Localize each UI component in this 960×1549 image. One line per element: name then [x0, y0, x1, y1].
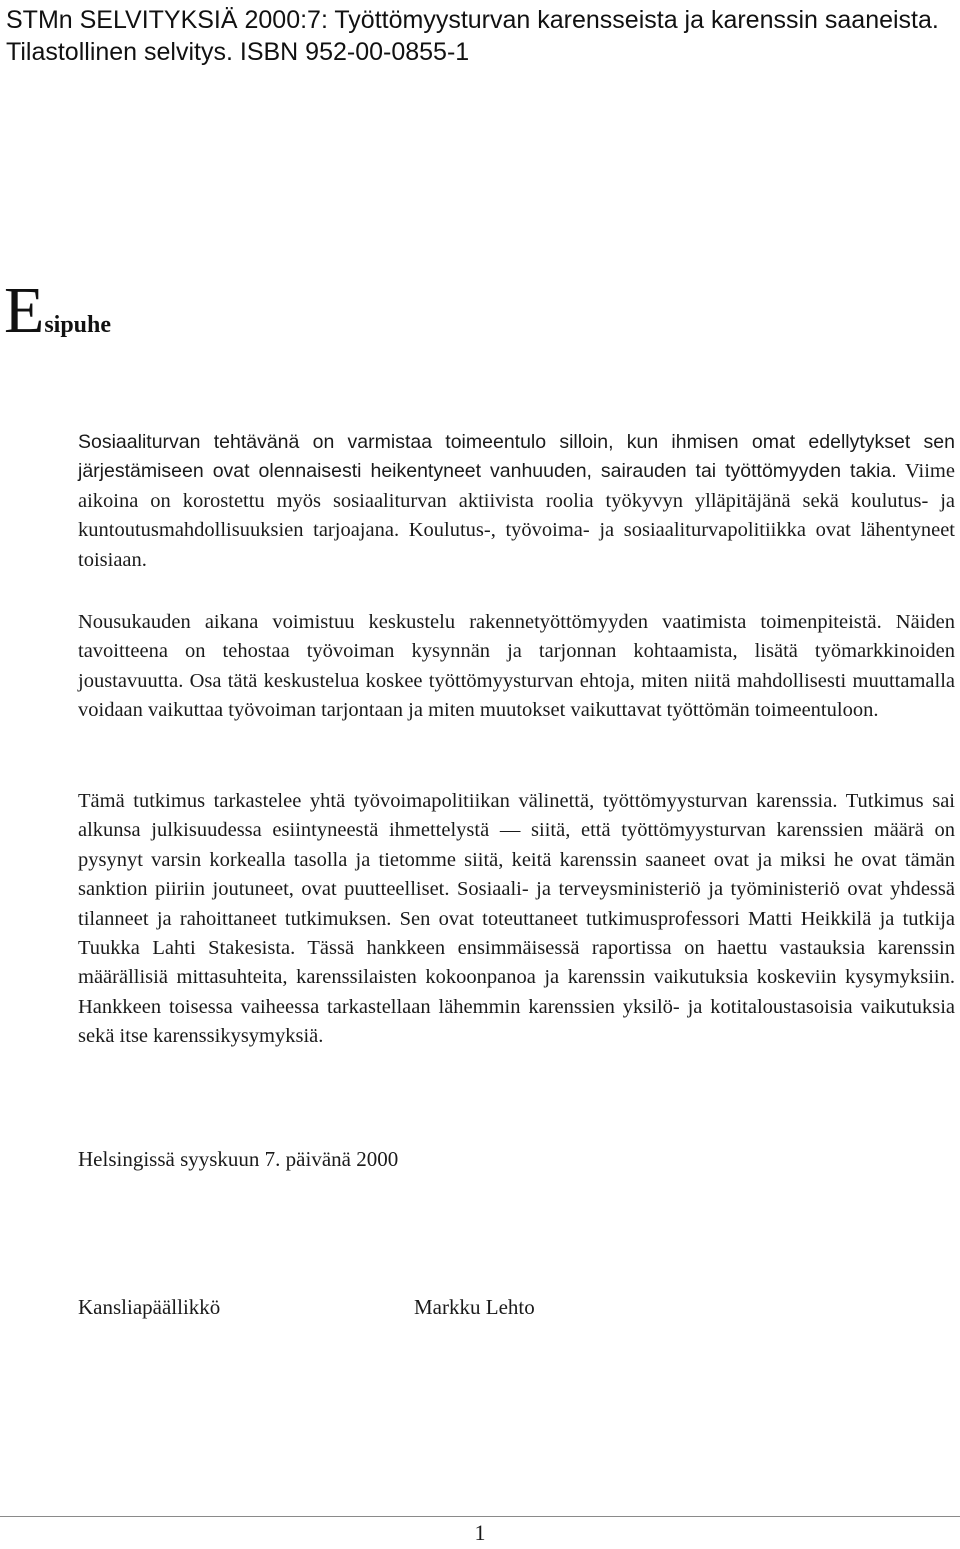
paragraph-3: Tämä tutkimus tarkastelee yhtä työvoimapolitiikan välinettä, työttömyysturvan karenssia. Tutkimus sai alkunsa julkisuudessa esiintyneestä ihmettelystä — siitä, että työttömyysturvan karenssien määrä on pysynyt varsin korkealla tasolla ja tietomme siitä, keitä karenssin saaneet ovat ja miksi he ovat tämän sanktion piiriin joutuneet, ovat puutteelliset. Sosiaali- ja terveysministeriö ja työministeriö ovat yhdessä tilanneet ja rahoittaneet tutkimuksen. Sen ovat toteuttaneet tutkimusprofessori Matti Heikkilä ja tutkija Tuukka Lahti Stakesista. Tässä hankkeen ensimmäisessä raportissa on haettu vastauksia karenssin määrällisiä mittasuhteita, karenssilaisten kokoonpanoa ja karenssin vaikutuksia koskeviin kysymyksiin. Hankkeen toisessa vaiheessa tarkastellaan lähemmin karenssien yksilö- ja kotitaloustasoisia vaikutuksia sekä itse karenssikysymyksiä.	[78, 790, 955, 1048]
heading-initial: E	[4, 274, 45, 347]
heading-rest: sipuhe	[44, 312, 112, 338]
signer-name: Markku Lehto	[414, 1295, 535, 1319]
signer-title: Kansliapäällikkö	[78, 1295, 221, 1319]
paragraph-1-sans-text: Sosiaaliturvan tehtävänä on varmistaa toimeentulo silloin, kun ihmisen omat edellytykset sen järjestämiseen ovat olennaisesti heikentyneet vanhuuden, sairauden tai työttömyyden takia.	[78, 431, 955, 483]
place-and-date: Helsingissä syyskuun 7. päivänä 2000	[78, 1147, 399, 1171]
page-number: 1	[474, 1520, 486, 1545]
paragraph-1	[78, 428, 955, 575]
paragraph-1-serif-text: Viime aikoina on korostettu myös sosiaaliturvan aktiivista roolia työkyvyn ylläpitäjänä sekä koulutus- ja kuntoutusmahdollisuuksien tarjoajana. Koulutus-, työvoima- ja sosiaaliturvapolitiikka ovat lähentyneet toisiaan.	[78, 460, 955, 571]
footer-divider	[0, 1516, 960, 1517]
paragraph-2: Nousukauden aikana voimistuu keskustelu rakennetyöttömyyden vaatimista toimenpiteistä. Näiden tavoitteena on tehostaa työvoiman kysynnän ja tarjonnan kohtaamista, lisätä työmarkkinoiden joustavuutta. Osa tätä keskustelua koskee työttömyysturvan ehtoja, miten niitä mahdollisesti muuttamalla voidaan vaikuttaa työvoiman tarjontaan ja miten muutokset vaikuttavat työttömän toimeentuloon.	[78, 611, 955, 722]
document-header: STMn SELVITYKSIÄ 2000:7: Työttömyysturvan karensseista ja karenssin saaneista. Tilastollinen selvitys. ISBN 952-00-0855-1	[6, 6, 939, 66]
section-heading	[4, 274, 112, 347]
